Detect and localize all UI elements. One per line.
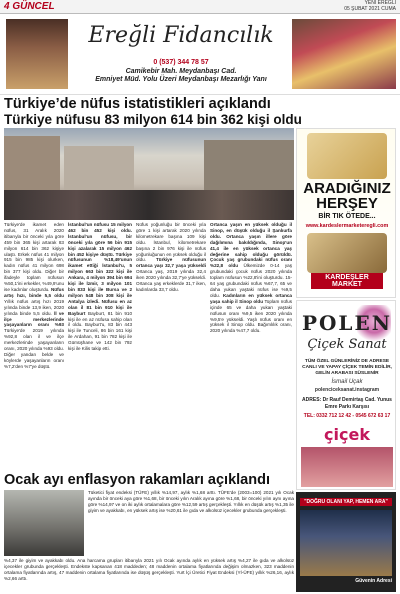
- ad-fidancilik: [0, 15, 400, 95]
- ad-phone: 0 (537) 344 78 57: [153, 59, 209, 66]
- col4-text-b: Ülkemizde 0-14 yaş grubundaki çocuk nüfus 2020 yılında toplam nüfusun %22,8'ini oluşturdu. 15-64 yaş grubundaki nüfus %67,7, 65 ve daha yukarı yaştaki nüfus ise %9,5 oldu.: [210, 263, 292, 298]
- ad-logo-sub: Çiçek Sanat: [307, 337, 387, 352]
- issue-date: 05 ŞUBAT 2021 CUMA: [344, 6, 396, 12]
- col1-subhead: Nüfus artış hızı, binde 5,5 oldu: [4, 286, 64, 298]
- article-headline: Türkiye’de nüfus istatistikleri açıklandı: [4, 96, 271, 112]
- paper-info: [344, 0, 396, 12]
- paper-name: YENİ EREĞLİ: [364, 0, 396, 6]
- ad-address: [70, 68, 292, 84]
- article-photo: [4, 128, 294, 220]
- ad-foot-text: Güvenin Adresi: [355, 578, 392, 584]
- col2-subhead: Nüfusu en az olan il 81 bin 910 kişi ile Bayburt: [68, 298, 132, 316]
- col4-subhead-2: Kadınların en yüksek ortanca yaşa sahip il Sinop oldu: [210, 292, 292, 304]
- ad-instagram: polenciceksanat.instagram: [314, 387, 380, 393]
- ad-title: Ereğli Fidancılık: [88, 23, 274, 48]
- col4-text-c: Toplam nüfus içinde 65 ve daha yukarı yaştaki nüfusun oranı %9,5 iken 2020 yılında %9,5'e yükseldi. Yaşlı nüfus oranı en yüksek il Sinop oldu. Bağımlılık oranı, 2020 yılında %47,7 oldu.: [210, 298, 292, 334]
- col3-text-b: Ortanca yaş, 2019 yılında 32,4 iken 2020 yılında 32,7'ye yükseldi. Ortanca yaş erkeklerde 31,7 iken, kadınlarda 33,7 oldu.: [136, 269, 206, 292]
- article-2-headline: Ocak ayı enflasyon rakamları açıklandı: [4, 472, 270, 488]
- ad-headline: ARADIĞINIZ HERŞEY: [303, 180, 391, 212]
- ad-url: www.kardeslermarketeregli.com: [305, 223, 389, 229]
- ad-subline: BİR TIK ÖTEDE...: [318, 213, 376, 220]
- ad-top-text: "DOĞRU OLANI YAP, HEMEN ARA": [300, 498, 392, 506]
- article-2-body-1: Tüketici fiyat endeksi (TÜFE) yıllık %14,97, aylık %1,68 arttı. TÜFE'de (2003=100) 2021 yılı Ocak ayında bir önceki aya göre %1,68, bir önceki yılın Aralık ayına göre %1,68, bir önceki yılın aynı ayına göre %14,97 ve on iki aylık ortalamalara göre %12,59 artış gerçekleşti. Yıllık en düşük artış %1,35 ile giyim ve ayakkabı, en yüksek artış ise %20,61 ile gıda ve alkolsüz içecekler grubunda gerçekleşti.: [88, 490, 294, 513]
- article-2-body-2: %4,37 ile giyim ve ayakkabı oldu. Ana harcama grupları itibarıyla 2021 yılı Ocak ayında aylık en yüksek artış %4,27 ile gıda ve alkolsüz içecekler grubunda gerçekleşti. Endekste kapsanan 418 maddeden; 48 maddenin ortalama fiyatlarında değişim olmazken, 323 maddenin ortalama fiyatlarında artış, 47 maddenin ortalama fiyatlarında ise düşüş gerçekleşti. Yurt İçi Üretici Fiyat Endeksi (Yİ-ÜFE) yıllık %26,16, aylık %2,66 arttı.: [4, 558, 294, 581]
- article-2-photo: [4, 490, 84, 556]
- col1-text-c: Türkiye'de 2019 yılında %92,8 olan il ve ilçe merkezlerinde yaşayanların oranı, 2020 yılında %93 oldu. Diğer yandan belde ve köylerde yaşayanların oranı %7,2'den %7'ye düştü.: [4, 328, 64, 369]
- ad-tel: TEL: 0332 712 12 42 - 0545 672 63 17: [303, 413, 391, 419]
- ad-brand: KARDEŞLER MARKET: [311, 273, 383, 289]
- section-title: 4 GÜNCEL: [4, 1, 55, 12]
- article-subheadline: Türkiye nüfusu 83 milyon 614 bin 362 kişi oldu: [4, 112, 302, 127]
- ad-guvenin-adresi: [296, 492, 396, 592]
- col2-text: İstanbul'un nüfusu 15 milyon 462 bin 452 kişi oldu. İstanbul'un nüfusu, bir önceki yıla göre 56 bin 915 kişi azalarak 15 milyon 462 bin 452 kişiye düştü. Türkiye nüfusunun %18,49'unun ikamet ettiği İstanbul'u, 5 milyon 663 bin 322 kişi ile Ankara, 4 milyon 394 bin 694 kişi ile İzmir, 3 milyon 101 bin 833 kişi ile Bursa ve 2 milyon 548 bin 308 kişi ile Antalya izledi.: [68, 222, 132, 304]
- ad-tagline: TÜM ÖZEL GÜNLERİNİZ DE ADRESE CANLI VE YAPAY ÇİÇEK TEMİN EDİLİR, GELİN ARABASI SÜSLENİR: [302, 359, 392, 376]
- col1-text: Türkiye'de ikamet eden nüfus, 31 Aralık 2020 itibarıyla bir önceki yıla göre 459 bin 365 kişi artarak 83 milyon 614 bin 362 kişiye ulaştı. Erkek nüfus 41 milyon 915 bin 985 kişi olurken, kadın nüfus 41 milyon 698 bin 377 kişi oldu. Diğer bir ifadeyle toplam nüfusun %50,1'ini erkekler, %49,9'unu ise kadınlar oluşturdu.: [4, 222, 64, 292]
- col1-text-b: Yıllık nüfus artış hızı 2019 yılında binde 13,9 iken, 2020 yılında binde 5,5 oldu.: [4, 298, 64, 316]
- photo-crowd: [4, 190, 294, 220]
- ad-address: ADRES: Dr Rauf Demirtaş Cad. Yunus Emre Parkı Karşısı: [302, 397, 392, 410]
- col1-subhead-2: İl ve ilçe merkezlerinde yaşayanların oranı %93: [4, 310, 64, 328]
- ad-polen-cicek: [296, 300, 396, 490]
- page-header: [0, 0, 400, 14]
- ad-photo: [300, 510, 392, 576]
- ad-photo-left: [6, 19, 68, 89]
- col2-text-b: Bayburt, 81 bin 910 kişi ile en az nüfusa sahip olan il oldu. Bayburt'u, 83 bin 443 kişi ile Tunceli, 86 bin 161 kişi ile Ardahan, 91 bin 782 kişi ile Gümüşhane ve 142 bin 792 kişi ile Kilis takip etti.: [68, 310, 132, 352]
- ad-photo-right: [292, 19, 396, 89]
- ad-owner: İsmail Uçak: [331, 379, 363, 385]
- ad-flower-photo: [301, 447, 393, 487]
- ad-address-line2: Emniyet Müd. Yolu Üzeri Meydanbaşı Mezarlığı Yanı: [95, 76, 267, 83]
- ad-kardesler-market: [296, 128, 396, 298]
- ad-order-text: çiçek: [324, 425, 370, 444]
- col4-lead: Ortanca yaşın en yüksek olduğu il Sinop, en düşük olduğu il Şanlıurfa oldu. Ortanca yaşın illere göre dağılımına bakıldığında, Sinop'un 41,4 ile en yüksek ortanca yaş değerine sahip olduğu görüldü.: [210, 222, 292, 257]
- col3-text: Nüfus yoğunluğu bir önceki yıla göre 1 kişi artarak 2020 yılında kilometrekare başına 109 kişi oldu. İstanbul, kilometrekare başına 2 bin 976 kişi ile nüfus yoğunluğunun en yüksek olduğu il oldu.: [136, 222, 206, 263]
- ad-gift-photo-2: [307, 233, 387, 273]
- col3-subhead: Türkiye nüfusunun ortanca yaşı 32,7 yaşa yükseldi: [136, 257, 206, 269]
- ad-gift-photo: [307, 133, 387, 179]
- ad-logo: POLEN: [301, 311, 393, 335]
- ad-address-line1: Camikebir Mah. Meydanbaşı Cad.: [125, 68, 237, 75]
- col4-subhead: Çocuk yaş grubundaki nüfus oranı %22,8 oldu: [210, 257, 292, 269]
